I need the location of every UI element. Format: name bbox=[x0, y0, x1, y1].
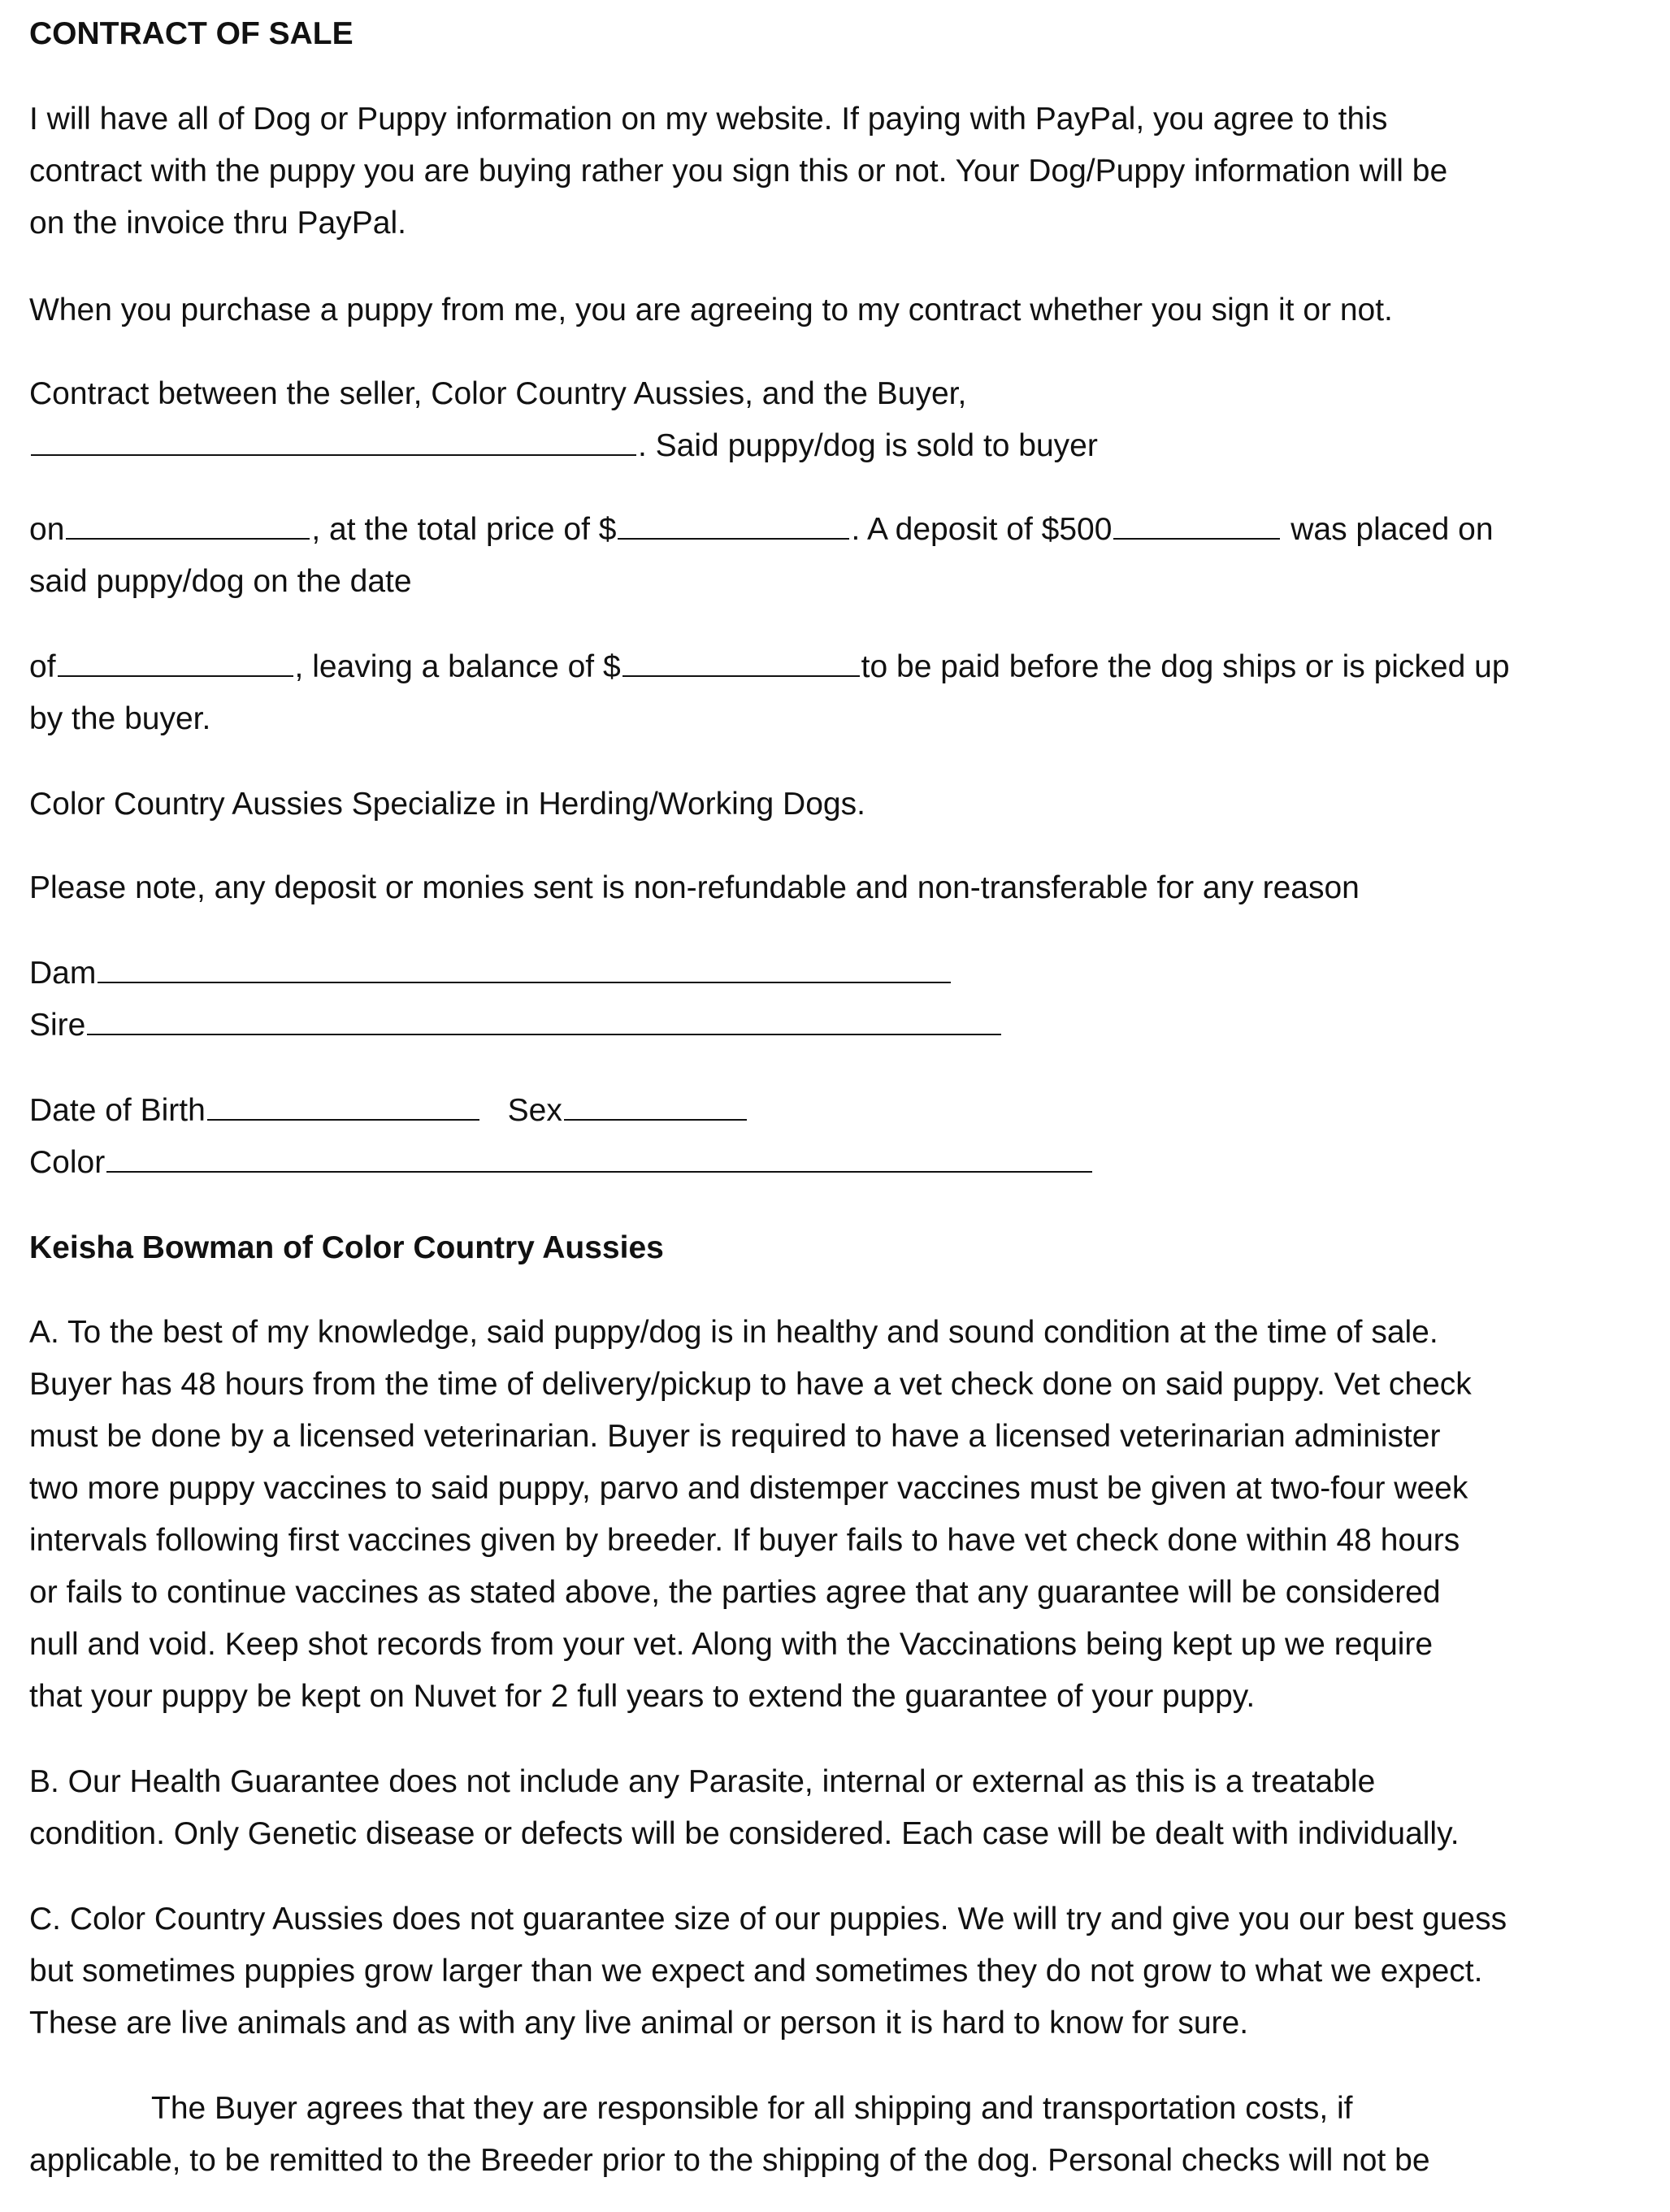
shipping-line-1: The Buyer agrees that they are responsible for all shipping and transportation costs, if bbox=[151, 2091, 1353, 2126]
intro-line-1: I will have all of Dog or Puppy information on my website. If paying with PayPal, you agree to this bbox=[29, 102, 1388, 137]
sire-field bbox=[29, 1000, 1003, 1052]
contract-between-line: Contract between the seller, Color Country Aussies, and the Buyer, bbox=[29, 376, 967, 411]
total-price-blank[interactable] bbox=[618, 505, 849, 540]
placed-on-label: was placed on bbox=[1290, 512, 1494, 547]
intro-line-2: contract with the puppy you are buying rather you sign this or not. Your Dog/Puppy information will be bbox=[29, 154, 1448, 189]
section-b-line-1: B. Our Health Guarantee does not include any Parasite, internal or external as this is a treatable bbox=[29, 1764, 1376, 1799]
shipping-line-2: applicable, to be remitted to the Breeder prior to the shipping of the dog. Personal checks will not be bbox=[29, 2143, 1430, 2178]
section-a-line-4: two more puppy vaccines to said puppy, parvo and distemper vaccines must be given at two-four week bbox=[29, 1471, 1468, 1506]
signer-heading: Keisha Bowman of Color Country Aussies bbox=[29, 1230, 664, 1265]
sire-blank[interactable] bbox=[87, 1001, 1001, 1035]
deposit-date-blank[interactable] bbox=[58, 643, 293, 677]
price-line bbox=[29, 504, 1494, 556]
paid-before-label: to be paid before the dog ships or is picked up bbox=[861, 649, 1510, 684]
section-b-line-2: condition. Only Genetic disease or defects will be considered. Each case will be dealt with individually. bbox=[29, 1816, 1460, 1851]
deposit-blank[interactable] bbox=[1113, 505, 1280, 540]
dam-field bbox=[29, 948, 952, 1000]
buyer-name-blank[interactable] bbox=[31, 422, 636, 456]
section-c-line-2: but sometimes puppies grow larger than we expect and sometimes they do not grow to what we expect. bbox=[29, 1954, 1483, 1989]
total-price-label: , at the total price of $ bbox=[311, 512, 617, 547]
section-a-line-5: intervals following first vaccines given by breeder. If buyer fails to have vet check done within 48 hours bbox=[29, 1523, 1460, 1558]
dob-sex-line bbox=[29, 1085, 748, 1137]
by-buyer-line: by the buyer. bbox=[29, 701, 211, 736]
section-a-line-6: or fails to continue vaccines as stated above, the parties agree that any guarantee will be considered bbox=[29, 1575, 1441, 1610]
specialize-line: Color Country Aussies Specialize in Herding/Working Dogs. bbox=[29, 787, 865, 822]
balance-blank[interactable] bbox=[622, 643, 860, 677]
dam-label: Dam bbox=[29, 956, 97, 991]
sire-label: Sire bbox=[29, 1008, 86, 1043]
deposit-label: . A deposit of $500 bbox=[851, 512, 1113, 547]
balance-line bbox=[29, 641, 1510, 693]
dam-blank[interactable] bbox=[98, 949, 951, 983]
section-a-line-2: Buyer has 48 hours from the time of delivery/pickup to have a vet check done on said puppy. Vet check bbox=[29, 1367, 1472, 1402]
section-a-line-1: A. To the best of my knowledge, said puppy/dog is in healthy and sound condition at the time of sale. bbox=[29, 1315, 1438, 1350]
on-label: on bbox=[29, 512, 65, 547]
of-label: of bbox=[29, 649, 56, 684]
dob-blank[interactable] bbox=[207, 1086, 479, 1121]
color-field bbox=[29, 1137, 1094, 1189]
color-label: Color bbox=[29, 1145, 106, 1180]
section-c-line-3: These are live animals and as with any live animal or person it is hard to know for sure. bbox=[29, 2006, 1249, 2041]
section-a-line-3: must be done by a licensed veterinarian. Buyer is required to have a licensed veterinarian administer bbox=[29, 1419, 1441, 1454]
section-a-line-7: null and void. Keep shot records from your vet. Along with the Vaccinations being kept up we require bbox=[29, 1627, 1434, 1662]
deposit-date-line: said puppy/dog on the date bbox=[29, 564, 412, 599]
section-c-line-1: C. Color Country Aussies does not guarantee size of our puppies. We will try and give you our best guess bbox=[29, 1902, 1507, 1937]
balance-label: , leaving a balance of $ bbox=[294, 649, 621, 684]
dob-label: Date of Birth bbox=[29, 1093, 206, 1128]
said-sold-text: . Said puppy/dog is sold to buyer bbox=[638, 428, 1098, 463]
page-title: CONTRACT OF SALE bbox=[29, 16, 354, 51]
refund-note: Please note, any deposit or monies sent is non-refundable and non-transferable for any reason bbox=[29, 870, 1360, 905]
sale-date-blank[interactable] bbox=[66, 505, 310, 540]
sex-blank[interactable] bbox=[564, 1086, 747, 1121]
intro-line-3: on the invoice thru PayPal. bbox=[29, 206, 406, 241]
color-blank[interactable] bbox=[106, 1139, 1092, 1173]
agreement-statement: When you purchase a puppy from me, you are agreeing to my contract whether you sign it or not. bbox=[29, 293, 1393, 327]
sex-label: Sex bbox=[507, 1093, 562, 1128]
buyer-name-line bbox=[29, 420, 1098, 472]
section-a-line-8: that your puppy be kept on Nuvet for 2 full years to extend the guarantee of your puppy. bbox=[29, 1679, 1256, 1714]
